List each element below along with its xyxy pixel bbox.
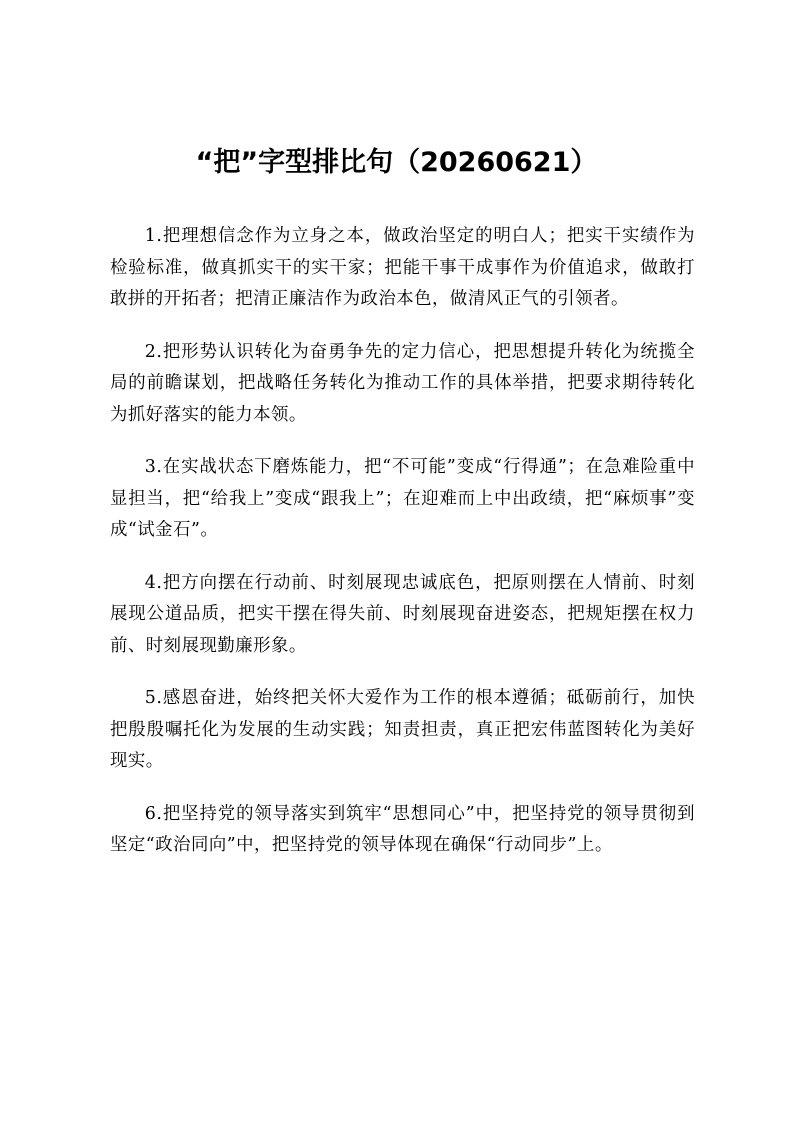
paragraph-5: 5.感恩奋进，始终把关怀大爱作为工作的根本遵循；砥砺前行，加快把殷殷嘱托化为发展的生动实践；知责担责，真正把宏伟蓝图转化为美好现实。 — [110, 688, 695, 771]
paragraph-6: 6.把坚持党的领导落实到筑牢“思想同心”中，把坚持党的领导贯彻到坚定“政治同向”中，把坚持党的领导体现在确保“行动同步”上。 — [110, 803, 695, 855]
document-body — [110, 221, 695, 883]
paragraph-2: 2.把形势认识转化为奋勇争先的定力信心，把思想提升转化为统揽全局的前瞻谋划，把战略任务转化为推动工作的具体举措，把要求期待转化为抓好落实的能力本领。 — [110, 341, 695, 425]
paragraph-4: 4.把方向摆在行动前、时刻展现忠诚底色，把原则摆在人情前、时刻展现公道品质，把实干摆在得失前、时刻展现奋进姿态，把规矩摆在权力前、时刻展现勤廉形象。 — [110, 572, 695, 656]
paragraph-1: 1.把理想信念作为立身之本，做政治坚定的明白人；把实干实绩作为检验标准，做真抓实干的实干家；把能干事干成事作为价值追求，做敢打敢拼的开拓者；把清正廉洁作为政治本色，做清风正气的引领者。 — [110, 226, 695, 309]
paragraph-3: 3.在实战状态下磨炼能力，把“不可能”变成“行得通”；在急难险重中显担当，把“给我上”变成“跟我上”；在迎难而上中出政绩，把“麻烦事”变成“试金石”。 — [110, 457, 695, 540]
document-title: “把”字型排比句（20260621） — [195, 147, 598, 178]
